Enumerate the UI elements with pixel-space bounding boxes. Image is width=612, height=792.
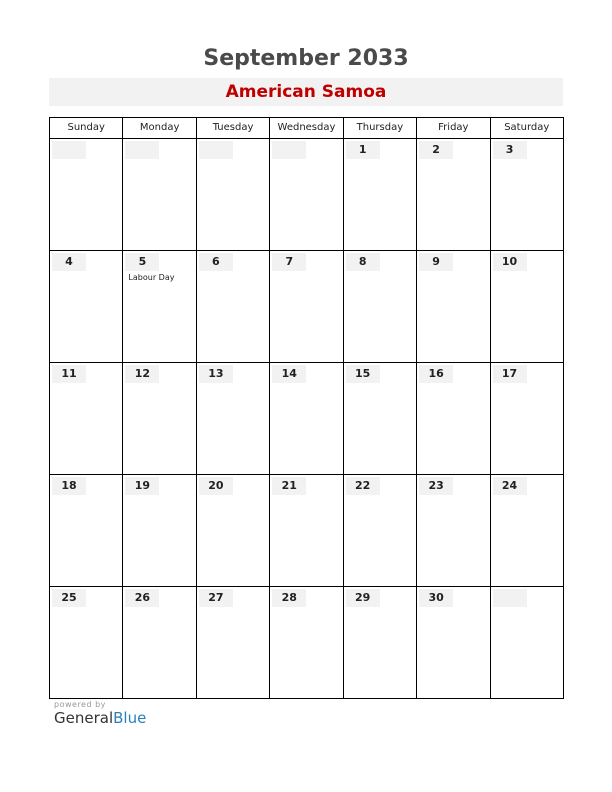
day-number: 19: [125, 477, 159, 495]
day-cell[interactable]: [344, 363, 417, 475]
day-number: [125, 141, 159, 159]
day-number: 5: [125, 253, 159, 271]
powered-by-text: powered by: [54, 700, 106, 709]
day-cell[interactable]: [417, 475, 490, 587]
day-cell[interactable]: [491, 363, 564, 475]
day-number: 14: [272, 365, 306, 383]
day-cell[interactable]: [270, 363, 343, 475]
country-name: American Samoa: [225, 82, 387, 102]
day-number: 26: [125, 589, 159, 607]
country-banner: [49, 78, 563, 106]
day-cell[interactable]: [123, 363, 196, 475]
day-number: 11: [52, 365, 86, 383]
day-cell[interactable]: [50, 475, 123, 587]
brand-general: General: [54, 709, 114, 727]
weekday-friday: Friday: [417, 118, 490, 139]
weekday-wednesday: Wednesday: [270, 118, 343, 139]
day-cell[interactable]: [123, 587, 196, 699]
day-number: 16: [419, 365, 453, 383]
day-number: 21: [272, 477, 306, 495]
day-number: [199, 141, 233, 159]
day-number: 17: [493, 365, 527, 383]
weekday-tuesday: Tuesday: [197, 118, 270, 139]
day-cell[interactable]: [270, 251, 343, 363]
holiday-label: Labour Day: [128, 273, 175, 282]
day-number: 8: [346, 253, 380, 271]
day-number: 3: [493, 141, 527, 159]
day-number: 24: [493, 477, 527, 495]
day-number: 29: [346, 589, 380, 607]
day-cell[interactable]: [123, 251, 196, 363]
day-cell[interactable]: [417, 251, 490, 363]
day-cell[interactable]: [197, 363, 270, 475]
day-cell[interactable]: [123, 139, 196, 251]
day-cell[interactable]: [344, 475, 417, 587]
week-row: [50, 139, 564, 251]
weekday-header-row: [50, 118, 564, 139]
day-cell[interactable]: [417, 587, 490, 699]
day-cell[interactable]: [197, 139, 270, 251]
day-cell[interactable]: [123, 475, 196, 587]
day-number: 23: [419, 477, 453, 495]
week-row: [50, 251, 564, 363]
page-title: September 2033: [203, 46, 409, 71]
day-number: 15: [346, 365, 380, 383]
day-number: [272, 141, 306, 159]
day-number: 7: [272, 253, 306, 271]
day-cell[interactable]: [491, 139, 564, 251]
day-number: 25: [52, 589, 86, 607]
day-number: 9: [419, 253, 453, 271]
week-row: [50, 587, 564, 699]
footer: [54, 700, 146, 727]
day-cell[interactable]: [50, 251, 123, 363]
day-cell[interactable]: [270, 587, 343, 699]
weeks-container: [50, 139, 564, 699]
weekday-saturday: Saturday: [491, 118, 564, 139]
weekday-thursday: Thursday: [344, 118, 417, 139]
day-cell[interactable]: [50, 139, 123, 251]
day-number: 18: [52, 477, 86, 495]
day-number: 4: [52, 253, 86, 271]
week-row: [50, 475, 564, 587]
calendar-grid: [49, 117, 564, 699]
day-cell[interactable]: [270, 139, 343, 251]
brand-logo[interactable]: [54, 709, 146, 727]
day-cell[interactable]: [491, 475, 564, 587]
day-cell[interactable]: [417, 139, 490, 251]
day-cell[interactable]: [197, 587, 270, 699]
day-cell[interactable]: [344, 587, 417, 699]
weekday-sunday: Sunday: [50, 118, 123, 139]
day-number: 20: [199, 477, 233, 495]
brand-blue: Blue: [113, 709, 147, 727]
day-cell[interactable]: [344, 139, 417, 251]
day-cell[interactable]: [50, 587, 123, 699]
day-cell[interactable]: [270, 475, 343, 587]
day-number: 1: [346, 141, 380, 159]
day-number: 13: [199, 365, 233, 383]
day-cell[interactable]: [197, 251, 270, 363]
day-number: 10: [493, 253, 527, 271]
day-number: 6: [199, 253, 233, 271]
day-cell[interactable]: [491, 587, 564, 699]
day-number: 12: [125, 365, 159, 383]
day-number: 27: [199, 589, 233, 607]
week-row: [50, 363, 564, 475]
weekday-monday: Monday: [123, 118, 196, 139]
day-cell[interactable]: [491, 251, 564, 363]
day-number: 28: [272, 589, 306, 607]
day-cell[interactable]: [197, 475, 270, 587]
day-number: 30: [419, 589, 453, 607]
day-number: [52, 141, 86, 159]
day-number: [493, 589, 527, 607]
day-cell[interactable]: [417, 363, 490, 475]
day-cell[interactable]: [50, 363, 123, 475]
day-number: 2: [419, 141, 453, 159]
day-number: 22: [346, 477, 380, 495]
day-cell[interactable]: [344, 251, 417, 363]
